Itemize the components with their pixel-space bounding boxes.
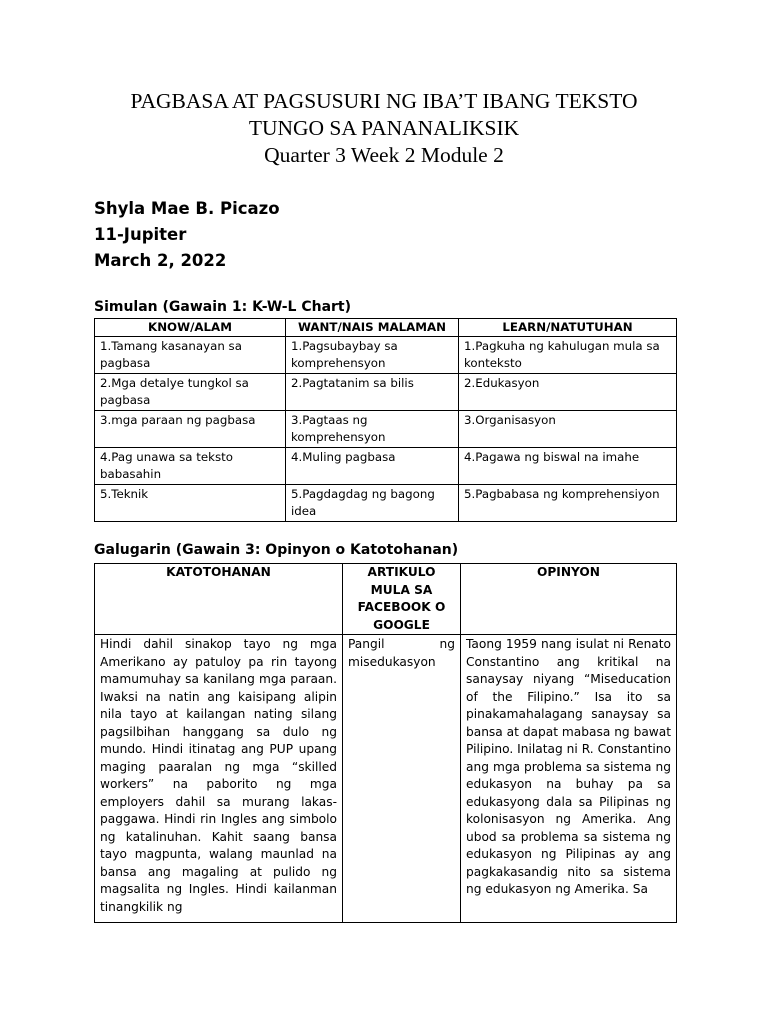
kwl-cell: 4.Pag unawa sa teksto babasahin — [95, 448, 286, 485]
table-row — [95, 485, 677, 522]
kwl-cell: 5.Pagdagdag ng bagong idea — [286, 485, 459, 522]
student-section: 11-Jupiter — [94, 225, 187, 244]
kwl-section-heading: Simulan (Gawain 1: K-W-L Chart) — [94, 299, 352, 315]
opinion-header-row — [95, 564, 677, 635]
opinion-cell: Taong 1959 nang isulat ni Renato Constantino ang kritikal na sanaysay niyang “Miseducation of the Filipino.” Isa ito sa pinakamahalagang sanaysay sa bansa at dapat mabasa ng bawat Pilipino. Inilatag ni R. Constantino ang mga problema sa sistema ng edukasyon na buhay pa sa edukasyong dala sa Pilipinas ng kolonisasyon ng Amerika. Ang ubod sa problema sa sistema ng edukasyon ng Pilipinas ay ang pagkakasandig nito sa sistema ng edukasyon ng Amerika. Sa — [461, 635, 677, 923]
kwl-cell: 3.Pagtaas ng komprehensyon — [286, 411, 459, 448]
article-cell: Pangil ng misedukasyon — [343, 635, 461, 923]
kwl-header-learn: LEARN/NATUTUHAN — [459, 319, 677, 337]
kwl-cell: 1.Pagsubaybay sa komprehensyon — [286, 337, 459, 374]
kwl-cell: 2.Edukasyon — [459, 374, 677, 411]
student-name: Shyla Mae B. Picazo — [94, 199, 280, 218]
table-row — [95, 448, 677, 485]
opinion-section-heading: Galugarin (Gawain 3: Opinyon o Katotohanan) — [94, 542, 459, 558]
fact-cell: Hindi dahil sinakop tayo ng mga Amerikano ay patuloy pa rin tayong mamumuhay sa kanilang mga paraan. Iwaksi na natin ang kaisipang alipin nila tayo at kailangan nating silang pagsilbihan hanggang sa dulo ng mundo. Hindi itinatag ang PUP upang maging paaralan ng mga “skilled workers” na paborito ng mga employers dahil sa murang lakas-paggawa. Hindi rin Ingles ang simbolo ng katalinuhan. Kahit saang bansa tayo magpunta, walang maunlad na bansa ang magaling at pulido ng magsalita ng Ingles. Hindi kailanman tinangkilik ng — [95, 635, 343, 923]
opinion-header-fact: KATOTOHANAN — [95, 564, 343, 635]
kwl-cell: 2.Mga detalye tungkol sa pagbasa — [95, 374, 286, 411]
opinion-table — [94, 563, 677, 923]
kwl-cell: 3.mga paraan ng pagbasa — [95, 411, 286, 448]
title-line-2: TUNGO SA PANANALIKSIK — [248, 116, 520, 140]
title-line-3: Quarter 3 Week 2 Module 2 — [264, 143, 504, 167]
table-row — [95, 374, 677, 411]
kwl-cell: 1.Pagkuha ng kahulugan mula sa konteksto — [459, 337, 677, 374]
kwl-cell: 1.Tamang kasanayan sa pagbasa — [95, 337, 286, 374]
title-line-1: PAGBASA AT PAGSUSURI NG IBA’T IBANG TEKSTO — [130, 89, 638, 113]
opinion-header-article: ARTIKULO MULA SA FACEBOOK O GOOGLE — [343, 564, 461, 635]
kwl-cell: 5.Teknik — [95, 485, 286, 522]
kwl-cell: 4.Pagawa ng biswal na imahe — [459, 448, 677, 485]
kwl-cell: 4.Muling pagbasa — [286, 448, 459, 485]
table-row — [95, 635, 677, 923]
kwl-header-row — [95, 319, 677, 337]
opinion-header-opinion: OPINYON — [461, 564, 677, 635]
student-info — [94, 196, 280, 274]
table-row — [95, 411, 677, 448]
table-row — [95, 337, 677, 374]
document-title — [60, 88, 708, 169]
kwl-header-want: WANT/NAIS MALAMAN — [286, 319, 459, 337]
kwl-cell: 2.Pagtatanim sa bilis — [286, 374, 459, 411]
kwl-header-know: KNOW/ALAM — [95, 319, 286, 337]
kwl-cell: 5.Pagbabasa ng komprehensiyon — [459, 485, 677, 522]
kwl-cell: 3.Organisasyon — [459, 411, 677, 448]
submission-date: March 2, 2022 — [94, 251, 227, 270]
kwl-table — [94, 318, 677, 522]
